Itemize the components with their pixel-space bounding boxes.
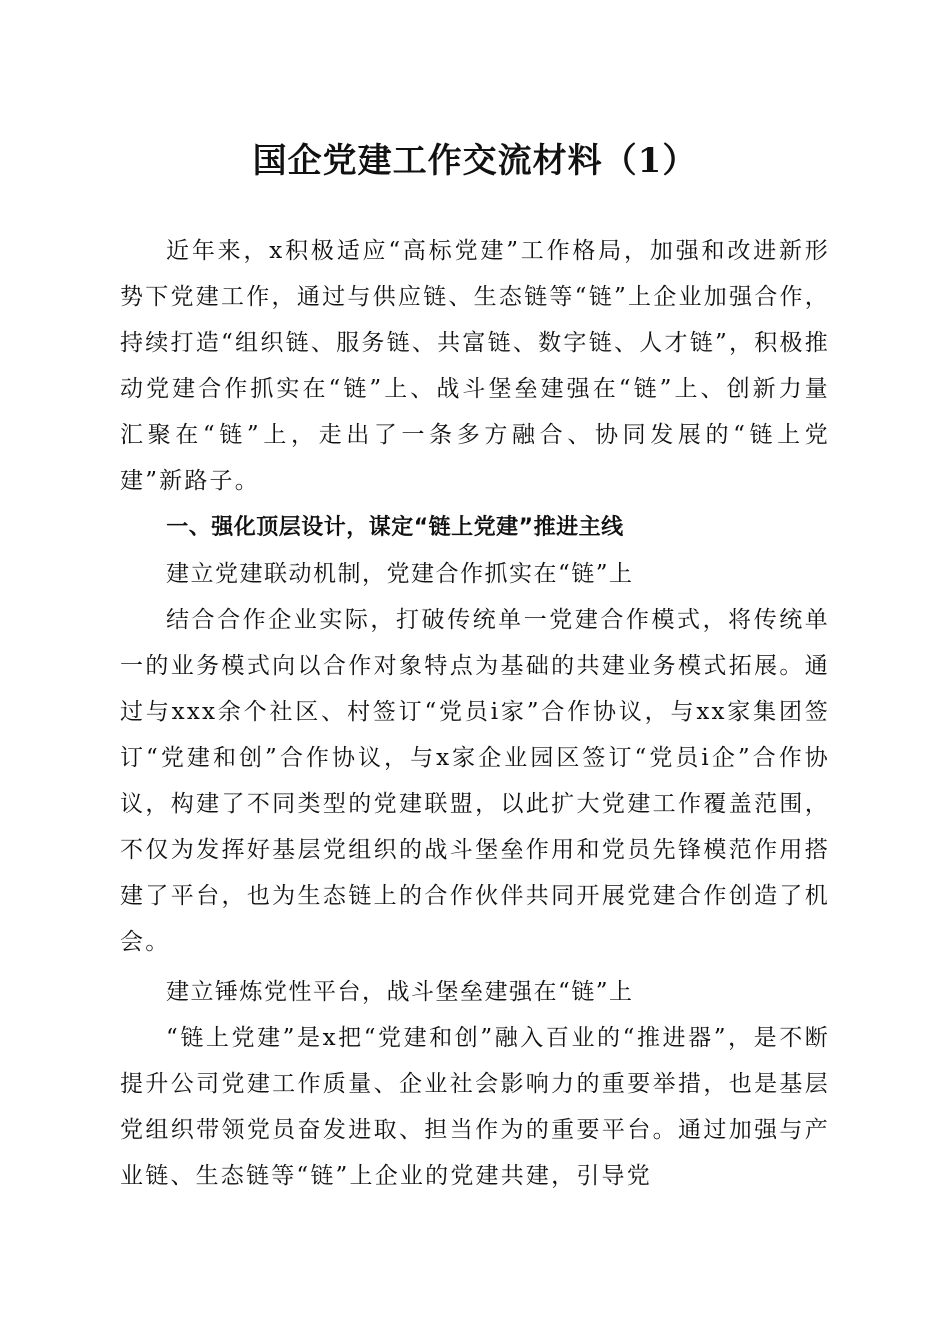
intro-paragraph: 近年来，x积极适应“高标党建”工作格局，加强和改进新形势下党建工作，通过与供应链、生态链等“链”上企业加强合作，持续打造“组织链、服务链、共富链、数字链、人才链”，积极推动党建合作抓实在“链”上、战斗堡垒建强在“链”上、创新力量汇聚在“链”上，走出了一条多方融合、协同发展的“链上党建”新路子。 bbox=[120, 238, 830, 495]
document-body bbox=[120, 228, 830, 1199]
section-heading: 一、强化顶层设计，谋定“链上党建”推进主线 bbox=[166, 514, 624, 540]
subsection-heading-2: 建立锤炼党性平台，战斗堡垒建强在“链”上 bbox=[166, 978, 634, 1005]
document-title: 国企党建工作交流材料（1） bbox=[252, 141, 698, 181]
body-paragraph-2: “链上党建”是x把“党建和创”融入百业的“推进器”，是不断提升公司党建工作质量、企业社会影响力的重要举措，也是基层党组织带领党员奋发进取、担当作为的重要平台。通过加强与产业链、生态链等“链”上企业的党建共建，引导党 bbox=[120, 1024, 830, 1189]
subsection-heading-1: 建立党建联动机制，党建合作抓实在“链”上 bbox=[166, 560, 634, 587]
body-paragraph-1: 结合合作企业实际，打破传统单一党建合作模式，将传统单一的业务模式向以合作对象特点为基础的共建业务模式拓展。通过与xxx余个社区、村签订“党员i家”合作协议，与xx家集团签订“党建和创”合作协议，与x家企业园区签订“党员i企”合作协议，构建了不同类型的党建联盟，以此扩大党建工作覆盖范围，不仅为发挥好基层党组织的战斗堡垒作用和党员先锋模范作用搭建了平台，也为生态链上的合作伙伴共同开展党建合作创造了机会。 bbox=[120, 606, 830, 956]
